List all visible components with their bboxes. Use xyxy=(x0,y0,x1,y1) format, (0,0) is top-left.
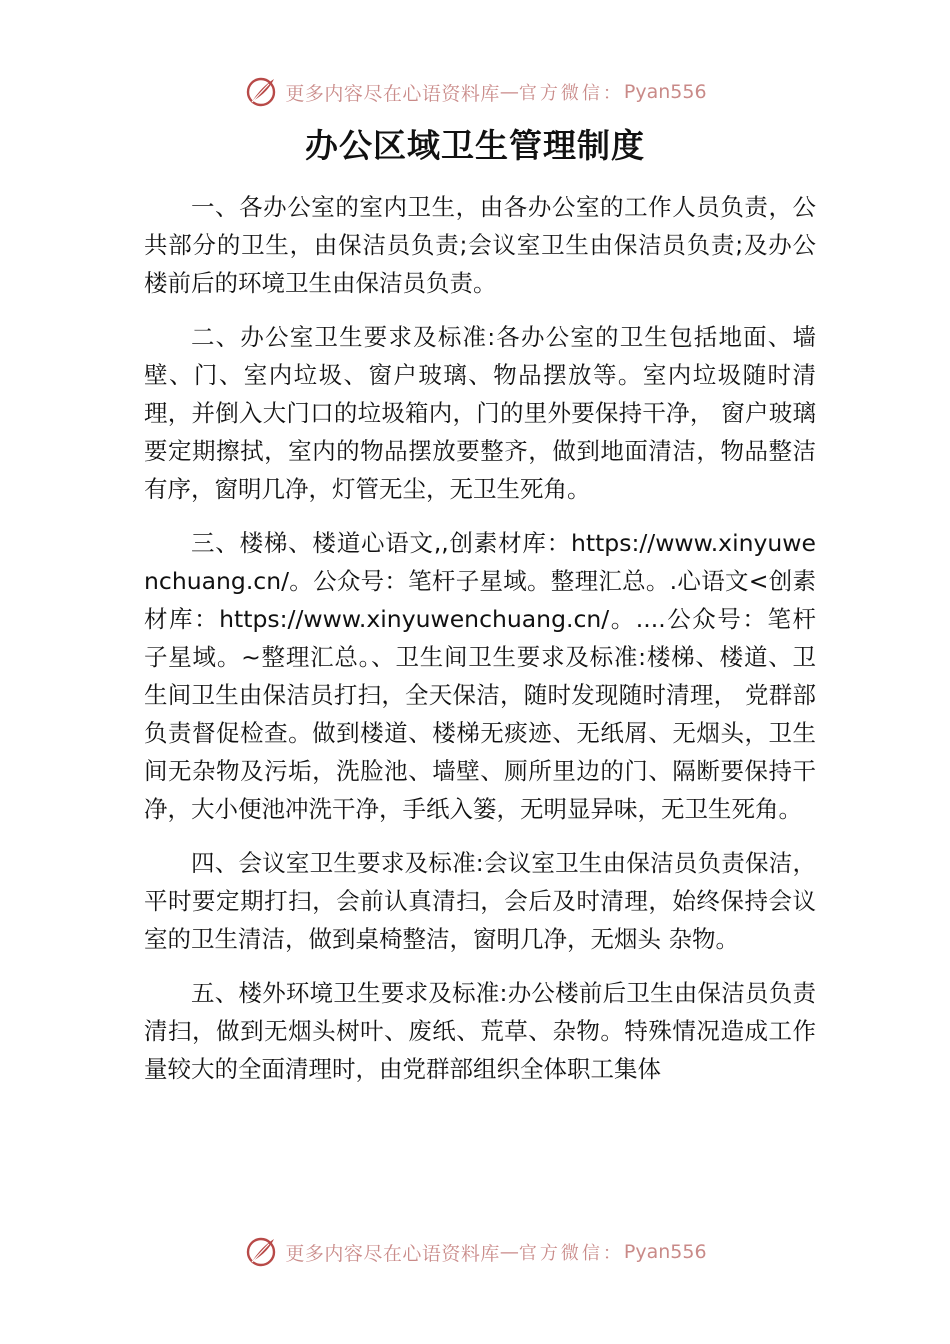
banner-text: 更多内容尽在心语资料库 xyxy=(285,1242,500,1265)
banner-wechat-label: 官方微信： xyxy=(518,83,624,104)
footer-banner xyxy=(0,1232,950,1272)
banner-text: 更多内容尽在心语资料库 xyxy=(285,82,500,105)
paragraph-1: 一、各办公室的室内卫生，由各办公室的工作人员负责，公共部分的卫生，由保洁员负责;会议室卫生由保洁员负责;及办公楼前后的环境卫生由保洁员负责。 xyxy=(144,193,816,297)
feather-circle-logo-icon xyxy=(243,1234,279,1270)
banner-wechat-label: 官方微信： xyxy=(518,1243,624,1264)
feather-circle-logo-icon xyxy=(243,74,279,110)
banner-wechat-id: Pyan556 xyxy=(623,1241,707,1263)
paragraph-4: 四、会议室卫生要求及标准:会议室卫生由保洁员负责保洁，平时要定期打扫，会前认真清扫，会后及时清理，始终保持会议室的卫生清洁，做到桌椅整洁，窗明几净，无烟头 杂物。 xyxy=(144,849,816,953)
paragraph-3: 三、楼梯、楼道心语文,,创素材库：https://www.xinyuwenchuang.cn/。公众号：笔杆子星域。整理汇总。.心语文<创素材库：https://www.xinyuwenchuang.cn/。....公众号：笔杆子星域。~整理汇总。、卫生间卫生要求及标准:楼梯、楼道、卫生间卫生由保洁员打扫，全天保洁，随时发现随时清理， 党群部负责督促检查。做到楼道、楼梯无痰迹、无纸屑、无烟头，卫生间无杂物及污垢，洗脸池、墙壁、厕所里边的门、隔断要保持干净，大小便池冲洗干净，手纸入篓，无明显异味，无卫生死角。 xyxy=(144,529,816,823)
page-title: 办公区域卫生管理制度 xyxy=(305,126,645,165)
paragraph-5: 五、楼外环境卫生要求及标准:办公楼前后卫生由保洁员负责清扫，做到无烟头树叶、废纸、荒草、杂物。特殊情况造成工作量较大的全面清理时，由党群部组织全体职工集体 xyxy=(144,979,816,1083)
banner-separator: — xyxy=(499,1241,519,1263)
banner-separator: — xyxy=(499,81,519,103)
document-body xyxy=(144,188,816,1104)
header-banner xyxy=(0,72,950,112)
paragraph-2: 二、办公室卫生要求及标准:各办公室的卫生包括地面、墙壁、门、室内垃圾、窗户玻璃、物品摆放等。室内垃圾随时清理，并倒入大门口的垃圾箱内，门的里外要保持干净， 窗户玻璃要定期擦拭，室内的物品摆放要整齐，做到地面清洁，物品整洁有序，窗明几净，灯管无尘，无卫生死角。 xyxy=(144,323,816,503)
banner-wechat-id: Pyan556 xyxy=(623,81,707,103)
